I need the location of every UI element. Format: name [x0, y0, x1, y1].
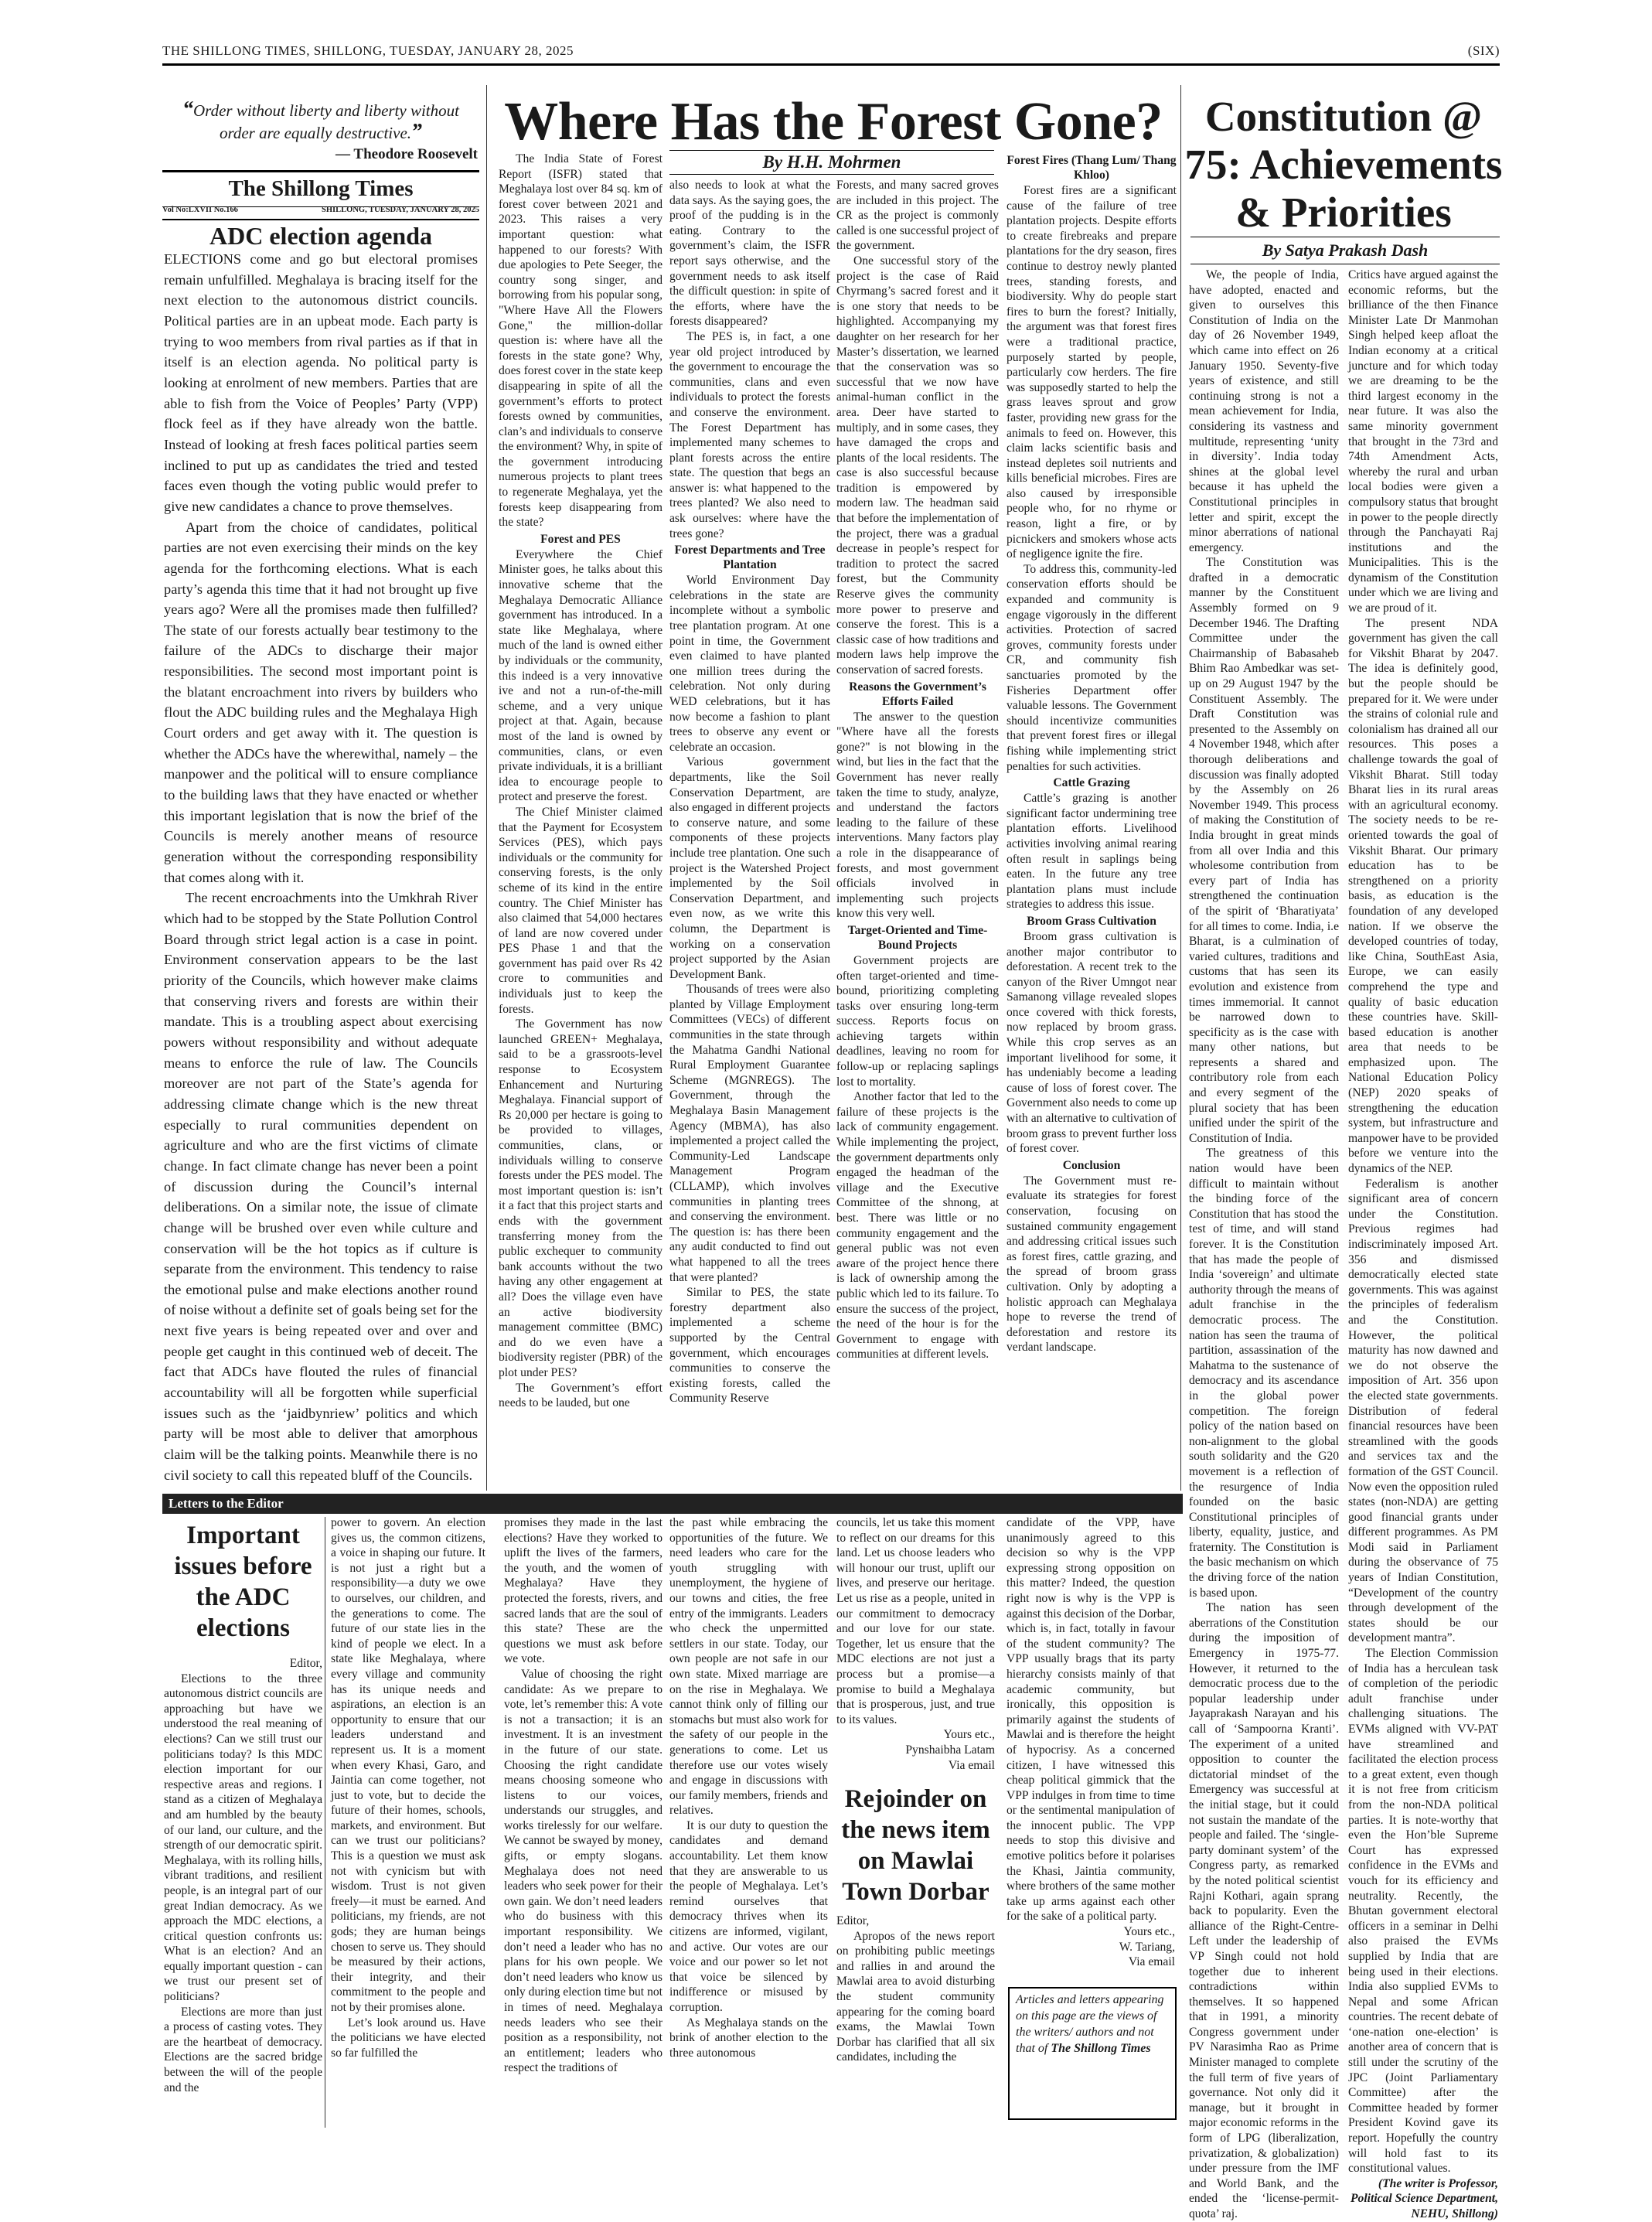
paragraph: Cattle’s grazing is another significant factor undermining tree plantation efforts. Livelihood activities involving animal rearing often result in saplings being eaten. In the future any tree plantation plans must include strategies to address this issue. — [1007, 792, 1177, 912]
disclaimer-box — [1008, 1987, 1177, 2120]
paragraph: World Environment Day celebrations in the state are incomplete without a symbolic tree plantation program. At one point in time, the Government even claimed to have planted one million trees during the celebration. Not only during WED celebrations, but it has now become a fashion to plant trees to observe any event or celebrate an occasion. — [669, 574, 830, 754]
editorial-body — [164, 249, 478, 1491]
editorial-paragraph: ELECTIONS come and go but electoral promises remain unfulfilled. Meghalaya is bracing itself for the next election to the autonomous district councils. Political parties are in an upbeat mode. Each party is trying to woo members from rival parties as if that in itself is an election agenda. No political party is looking at enrolment of new members. Parties that are able to fish from the Voice of Peoples’ Party (VPP) flock feel as if they have already won the battle. Instead of looking at fresh faces political parties seem inclined to put up as candidates the tried and tested faces even though the voting public would prefer to give new candidates a chance to prove themselves. — [164, 251, 478, 514]
letter-column-4 — [669, 1515, 828, 2126]
masthead: The Shillong Times — [162, 170, 479, 207]
paragraph: The PES is, in fact, a one year old project introduced by the government to encourage the communities, clans and even individuals to protect the forests and conserve the environment. The Forest Department has implemented many schemes to plant forests across the entire state. The question that begs an answer is: what happened to the trees planted? We also need to ask ourselves: where have the trees gone? — [669, 329, 830, 540]
subheading: Forest Fires (Thang Lum/ Thang Khloo) — [1007, 154, 1177, 182]
page-number: (SIX) — [1467, 43, 1500, 58]
masthead-dateline — [162, 206, 479, 220]
paragraph: also needs to look at what the data says. As the saying goes, the proof of the pudding is in the eating. Contrary to the government’s claim, the ISFR report says otherwise, and the government needs to ask itself the difficult question: in spite of the efforts, where have the forests disappeared? — [669, 179, 830, 329]
constitution-column-2 — [1348, 268, 1498, 2220]
subheading: Conclusion — [1062, 1158, 1121, 1172]
quote-open-mark: “ — [182, 97, 194, 121]
paragraph: The answer to the question "Where have all the forests gone?" is not blowing in the wind, but lies in the fact that the Government has never really taken the time to study, analyze, and understand the factors leading to the failure of these interventions. Many factors play a role in the disappearance of forests, and most government officials involved in implementing such projects know this very well. — [836, 710, 999, 921]
letter-column-6 — [1007, 1515, 1175, 1979]
paragraph: The Government’s effort needs to be lauded, but one — [499, 1381, 663, 1410]
constitution-headline: Constitution @ 75: Achievements & Priorities — [1184, 93, 1503, 236]
letters-section-label: Letters to the Editor — [169, 1496, 284, 1511]
constitution-column-1 — [1189, 268, 1339, 2220]
editorial-paragraph: The recent encroachments into the Umkhrah River which had to be stopped by the State Pollution Control Board through strict legal action is a case in point. Environment conservation appears to be the last priority of the Councils, which however make claims that conserving rivers and forests are within their mandate. This is a troubling aspect about exercising powers without responsibility and without adequate means to enforce the rule of law. The Councils moreover are not part of the State’s agenda for addressing climate change which is the new threat especially to rural communities dependent on agriculture and who are the first victims of climate change. In fact climate change has never been a point of discussion during the Council’s internal deliberations. On a similar note, the issue of climate change will be brushed over even while culture and conservation will be the hot topics as if culture is separate from the environment. This tendency to raise the emotional pulse and make elections another round of noise without a definite set of goals being set for the next five years is being repeated over and over and people get caught in this continued web of deceit. The fact that ADCs have flouted the rules of financial accountability will all be forgotten while superficial issues such as the ‘jaidbynriew’ politics and which party will be most able to deliver that amorphous claim will be the talking points. Meanwhile there is no civil society to call this repeated bluff of the Councils. — [164, 890, 478, 1483]
dateline: SHILLONG, TUESDAY, JANUARY 28, 2025 — [322, 206, 479, 214]
paragraph: It is our duty to question the candidates and demand accountability. Let them know that they are answerable to us the people of Meghalaya. Let’s remind ourselves that democracy thrives when its citizens are informed, vigilant, and active. Our votes are our voice and our power so let not that voice be silenced by indifference or misused by corruption. — [669, 1818, 828, 2014]
subheading: Forest and PES — [540, 532, 621, 546]
paragraph: the past while embracing the opportunities of the future. We need leaders who care for the youth struggling with unemployment, the hygiene of our towns and cities, the free entry of the immigrants. Leaders who check the unpermitted settlers in our state. Today, our own people are not safe in our own state. Mixed marriage are on the rise in Meghalaya. We cannot think only of filling our stomachs but must also work for the safety of our people in the generations to come. Let us therefore use our votes wisely and engage in discussions with our family members, friends and relatives. — [669, 1516, 828, 1818]
letter-title: Important issues before the ADC elections — [174, 1522, 312, 1642]
paragraph: Various government departments, like the Soil Conservation Department, are also engaged in different projects to conserve nature, and some components of these projects include tree plantation. One such project is the Watershed Project implemented by the Soil Conservation Department, and even now, as we write this column, the Department is working on a conservation project supported by the Asian Development Bank. — [669, 755, 830, 981]
paragraph: Federalism is another significant area of concern under the Constitution. Previous regimes had indiscriminately imposed Art. 356 and dismissed democratically elected state governments. This was against the principles of federalism and the Constitution. However, the political maturity has now dawned and we do not observe the imposition of Art. 356 upon the elected state governments. Distribution of federal financial resources have been streamlined with the goods and services tax and the formation of the GST Council. Now even the opposition ruled states (non-NDA) are getting good financial grants under different programmes. As PM Modi said in Parliament during the observance of 75 years of Indian Constitution, “Development of the country through development of the states should be our development mantra”. — [1348, 1177, 1498, 1645]
disclaimer-text: Articles and letters appearing on this page are the views of the writers/ authors and not that of — [1016, 1993, 1164, 2055]
forest-column-3 — [836, 178, 999, 1491]
letter-signature: Yours etc., — [943, 1728, 995, 1742]
paragraph: Elections are more than just a process of casting votes. They are the heartbeat of democracy. Elections are the sacred bridge between the will of the people and the — [164, 2005, 322, 2094]
paragraph: The Chief Minister claimed that the Payment for Ecosystem Services (PES), which pays individuals or the community for conserving forests, is the only scheme of its kind in the entire country. The Chief Minister has also claimed that 54,000 hectares of land are now covered under PES Phase 1 and that the government has paid over Rs 42 crore to communities and individuals just to keep the forests. — [499, 805, 663, 1016]
paragraph: The greatness of this nation would have been difficult to maintain without the binding force of the Constitution that has stood the test of time, and will stand forever. It is the Constitution that has made the people of India ‘sovereign’ and ultimate authority through the means of adult franchise in the democratic process. The nation has seen the trauma of partition, assassination of the Mahatma to the sustenance of democracy and its ascendance in the global power competition. The foreign policy of the nation based on non-alignment to the global south solidarity and the G20 movement is a reflection of the resurgence of India founded on the basic Constitutional principles of liberty, equality, justice, and fraternity. The Constitution is the basic mechanism on which the driving force of the nation is based upon. — [1189, 1147, 1339, 1600]
paragraph: Everywhere the Chief Minister goes, he talks about this innovative scheme that the Meghalaya Democratic Alliance government has introduced. In a state like Meghalaya, where much of the land is owned either by individuals or the community, this indeed is a very innovative ive and not a run-of-the-mill scheme, and a very unique project at that. Again, because most of the land is owned by communities, clans, or even private individuals, it is a brilliant idea to encourage people to protect and preserve the forest. — [499, 547, 663, 804]
paragraph: Broom grass cultivation is another major contributor to deforestation. A recent trek to the canyon of the River Umngot near Samanong village revealed slopes once covered with thick forests, now replaced by broom grass. While this crop serves as an important livelihood for some, it has undeniably become a leading cause of loss of forest cover. The Government also needs to come up with an alternative to cultivation of broom grass to prevent further loss of forest cover. — [1007, 929, 1177, 1156]
paragraph: As Meghalaya stands on the brink of another election to the three autonomous — [669, 2016, 828, 2060]
volume-number: Vol No:LXVII No.166 — [162, 206, 238, 214]
letters-section-header — [162, 1494, 1183, 1514]
subheading: Forest Departments and Tree Plantation — [674, 544, 826, 572]
editorial-paragraph: Apart from the choice of candidates, political parties are not even exercising their minds on the key agenda for the forthcoming elections. What is each party’s agenda this time that it had not brought up five years ago? Were all the promises made then fulfilled? The state of our forests actually bear testimony to the failure of the ADCs to discharge their major responsibilities. The second most important point is the blatant encroachment into rivers by builders who flout the ADC building rules and the Meghalaya High Court orders and get away with it. The question is whether the ADCs have the wherewithal, namely – the manpower and the political will to ensure compliance to the building laws that they have enacted or whether this important legislation that is now the brief of the Councils is merely another means of resource generation without the corresponding responsibility that comes along with it. — [164, 519, 478, 885]
paragraph: Government projects are often target-oriented and time-bound, prioritizing completing tasks over ensuring long-term success. Reports focus on achieving targets within deadlines, leaving no room for follow-up or replacing saplings lost to mortality. — [836, 953, 999, 1089]
editorial-title: ADC election agenda — [209, 222, 432, 250]
paragraph: Another factor that led to the failure of these projects is the lack of community engagement. While implementing the project, the government departments only engaged the headman of the village and the Executive Committee of the shnong, at best. There was little or no community engagement and the general public was not even aware of the project hence there is lack of ownership among the public which led to its failure. To ensure the success of the project, the need of the hour is for the Government to engage with communities at different levels. — [836, 1090, 999, 1361]
paragraph: Value of choosing the right candidate: As we prepare to vote, let’s remember this: A vote is not a transaction; it is an investment. It is an investment in the future of our state. Choosing the right candidate means choosing someone who listens to our voices, understands our struggles, and works tirelessly for our welfare. We cannot be swayed by money, gifts, or empty slogans. Meghalaya does not need leaders who seek power for their own gain. We don’t need leaders who do business with this important responsibility. We don’t need a leader who has no plans for his own people. We don’t need leaders who know us only during election time but not in times of need. Meghalaya needs leaders who see their position as a responsibility, not an entitlement; leaders who respect the traditions of — [504, 1667, 663, 2075]
subheading: Reasons the Government’s Efforts Failed — [849, 680, 986, 708]
paragraph: The Government must re-evaluate its strategies for forest conservation, focusing on sustained community engagement and addressing critical issues such as forest fires, cattle grazing, and the spread of broom grass cultivation. Only by adopting a holistic approach can Meghalaya hope to reverse the trend of deforestation and restore its verdant landscape. — [1007, 1174, 1177, 1355]
letter-signature: W. Tariang, — [1119, 1940, 1175, 1954]
forest-column-2 — [669, 178, 830, 1491]
letter-column-3 — [504, 1515, 663, 2126]
paragraph: candidate of the VPP, have unanimously agreed to this decision so why is the VPP expressing strong opposition on this matter? Indeed, the question right now is why is the VPP is against this decision of the Dorbar, which is, in fact, totally in favour of the student community? The VPP usually brags that its party hierarchy consists mainly of that academic community, but ironically, this opposition is primarily against the students of Mawlai and is therefore the height of hypocrisy. As a concerned citizen, I have witnessed this cheap political gimmick that the VPP indulges in from time to time or the sentimental manipulation of the innocent public. The VPP needs to stop this divisive and emotive politics before it polarises the Khasi, Jaintia community, where brothers of the same mother take up arms against each other for the sake of a political party. — [1007, 1516, 1175, 1924]
paragraph: The Election Commission of India has a herculean task of completion of the periodic adult franchise under challenging situations. The EVMs aligned with VV-PAT have streamlined and facilitated the election process to a great extent, even though it is not free from criticism from the non-NDA political parties. It is note-worthy that even the Hon’ble Supreme Court has expressed confidence in the EVMs and vouch for its efficiency and neutrality. Recently, the Bhutan government electoral officers in a seminar in Delhi also praised the EVMs supplied by India that are being used in their elections. India also supplied EVMs to Nepal and some African countries. The recent debate of ‘one-nation one-election’ is another area of concern that is still under the scrutiny of the JPC (Joint Parliamentary Committee) after the Committee headed by former President Kovind gave its report. Hopefully the country will hold fast to its constitutional values. — [1348, 1647, 1498, 2176]
constitution-byline: By Satya Prakash Dash — [1190, 237, 1500, 264]
paragraph: Forests, and many sacred groves are included in this project. The CR as the project is commonly called is one successful project of the government. — [836, 179, 1000, 253]
paragraph: Forest fires are a significant cause of the failure of tree plantation projects. Despite efforts to create firebreaks and prepare plantations for the dry season, fires continue to destroy newly planted trees, standing forests, and biodiversity. Why do people start fires to burn the forest? Initially, the argument was that forest fires were a traditional practice, purposely started by people, particularly cow herders. The fire was supposedly started to help the grass leaves sprout and grow faster, providing new grass for the animals to feed on. However, this claim lacks scientific basis and instead depletes soil nutrients and kills beneficial microbes. Fires are also caused by irresponsible people who, for no rhyme or reason, light a fire, or by picnickers and smokers whose acts of negligence ignite the fire. — [1007, 184, 1177, 561]
paragraph: promises they made in the last elections? Have they worked to uplift the lives of the farmers, the youth, and the women of Meghalaya? Have they protected the forests, rivers, and sacred lands that are the soul of this state? These are the questions we must ask before we vote. — [504, 1516, 663, 1666]
paragraph: Apropos of the news report on prohibiting public meetings and rallies in and around the Mawlai area to avoid disturbing the student community appearing for the coming board exams, the Mawlai Town Dorbar has clarified that all six candidates, including the — [836, 1929, 995, 2064]
paragraph: councils, let us take this moment to reflect on our dreams for this land. Let us choose leaders who will honour our trust, uplift our lives, and preserve our heritage. Let us rise as a people, united in our commitment to democracy and our love for our state. Together, let us ensure that the MDC elections are not just a process but a promise—a promise to build a Meghalaya that is prosperous, just, and true to its values. — [836, 1516, 995, 1726]
letter-salutation: Editor, — [836, 1914, 870, 1928]
paragraph: The Government has now launched GREEN+ Meghalaya, said to be a grassroots-level response to Ecosystem Enhancement and Nurturing Meghalaya. Financial support of Rs 20,000 per hectare is going to be provided to villages, communities, clans, or individuals willing to conserve forests under the PES model. The most important question is: isn’t it a fact that this project starts and ends with the government transferring money from the public exchequer to community bank accounts without the two having any other engagement at all? Does the village even have an active biodiversity management committee (BMC) and do we even have a biodiversity register (PBR) of the plot under PES? — [499, 1017, 663, 1379]
paragraph: power to govern. An election gives us, the common citizens, a voice in shaping our future. It is not just a right but a responsibility—a duty we owe to ourselves, our children, and the generations to come. The future of our state lies in the kind of people we elect. In a state like Meghalaya, where every village and community has its unique needs and aspirations, an election is an opportunity to ensure that our leaders understand and represent us. It is a moment when every Khasi, Garo, and Jaintia can come together, not just to vote, but to decide the future of their homes, schools, markets, and environment. But can we trust our politicians? This is a question we must ask not with cynicism but with wisdom. Trust is not given freely—it must be earned. And politicians, my friends, are not gods; they are human beings chosen to serve us. They should be measured by their actions, their integrity, and their commitment to the people and not by their promises alone. — [331, 1516, 485, 2014]
paragraph: To address this, community-led conservation efforts should be expanded and community is engage vigorously in the different activities. Protection of sacred groves, community forests under CR, and community fish sanctuaries promoted by the Fisheries Department offer valuable lessons. The Government should incentivize communities that prevent forest fires or illegal fishing while implementing strict penalties for such activities. — [1007, 562, 1177, 773]
letter-signature: Via email — [1128, 1955, 1175, 1969]
column-rule — [486, 85, 487, 1491]
subheading: Target-Oriented and Time-Bound Projects — [847, 923, 988, 952]
paragraph: Similar to PES, the state forestry department also implemented a scheme supported by the Central government, which encourages communities to conserve the existing forests, called the Community Reserve — [669, 1286, 830, 1406]
paragraph: The India State of Forest Report (ISFR) stated that Meghalaya lost over 84 sq. km of forest cover between 2021 and 2023. This raises a very important question: what happened to our forests? With due apologies to Pete Seeger, the country song singer, and borrowing from his popular song, "Where Have All the Flowers Gone," the million-dollar question is: where have all the forests in the state gone? Why, does forest cover in the state keep disappearing in spite of all the government’s efforts to protect forests owned by communities, clan’s and individuals to conserve the environment? Why, in spite of the government introducing numerous projects to plant trees to regenerate Meghalaya, yet the forests keep disappearing from the state? — [499, 152, 663, 530]
quote-close-mark: ” — [411, 120, 423, 144]
subheading: Cattle Grazing — [1053, 776, 1130, 790]
column-rule — [1180, 85, 1181, 1491]
author-note: (The writer is Professor, Political Science Department, NEHU, Shillong) — [1351, 2176, 1498, 2220]
forest-byline: By H.H. Mohrmen — [669, 150, 994, 175]
paragraph: We, the people of India, have adopted, enacted and given to ourselves this Constitution of India on the day of 26 November 1949, which came into effect on 26 January 1950. Seventy-five years of existence, and still continuing strong is not a mean achievement for India, considering its vastness and multitude, representing ‘unity in diversity’. India today shines at the global level because it has upheld the Constitutional principles in letter and spirit, except the minor aberrations of national emergency. — [1189, 268, 1339, 554]
letter-signature: Editor, — [289, 1657, 322, 1670]
pull-quote — [164, 99, 478, 165]
letter-signature: Via email — [948, 1758, 995, 1772]
letter-column-2 — [331, 1515, 485, 2126]
paragraph: The Constitution was drafted in a democratic manner by the Constituent Assembly formed on 9 December 1946. The Drafting Committee under the Chairmanship of Babasaheb Bhim Rao Ambedkar was set-up on 29 August 1947 by the Constituent Assembly. The Draft Constitution was presented to the Assembly on 4 November 1948, which after thorough deliberations and discussion was finally adopted by the Assembly on 26 November 1949. This process of making the Constitution of India brought in great minds from all over India and this wholesome contribution from every part of India has strengthened the continuation of the spirit of ‘Bharatiyata’ for all times to come. India, i.e Bharat, is a culmination of varied cultures, traditions and customs that has seen its evolution and existence from times immemorial. It cannot be narrowed down to specificity as is the case with many other nations, but represents a shared and contributory role from each and every segment of the plural society that has been unified under the spirit of the Constitution of India. — [1189, 556, 1339, 1145]
forest-column-4 — [1007, 152, 1177, 1491]
quote-text: Order without liberty and liberty without order are equally destructive. — [193, 101, 459, 142]
paragraph: Thousands of trees were also planted by Village Employment Committees (VECs) of different communities in the state through the Mahatma Gandhi National Rural Employment Guarantee Scheme (MGNREGS). The Government, through the Meghalaya Basin Management Agency (MBMA), has also implemented a project called the Community-Led Landscape Management Program (CLLAMP), which involves communities in planting trees and conserving the environment. The question is: has there been any audit conducted to find out what happened to all the trees that were planted? — [669, 983, 830, 1284]
letter-title: Rejoinder on the news item on Mawlai Town Dorbar — [841, 1785, 990, 1907]
letter-signature: Yours etc., — [1123, 1925, 1175, 1939]
letter-column-5 — [836, 1515, 995, 2126]
forest-headline: Where Has the Forest Gone? — [504, 92, 1163, 152]
subheading: Broom Grass Cultivation — [1027, 914, 1156, 928]
folio-left: THE SHILLONG TIMES, SHILLONG, TUESDAY, JANUARY 28, 2025 — [162, 43, 574, 58]
paragraph: The present NDA government has given the call for Vikshit Bharat by 2047. The idea is definitely good, but the people should be prepared for it. We were under the strains of colonial rule and colonialism has drained all our resources. This poses a challenge towards the goal of Vikshit Bharat. Still today Bharat lies in its rural areas with an agricultural economy. The society needs to be re-oriented towards the goal of Vikshit Bharat. Our primary education has to be strengthened on a priority basis, as education is the foundation of any developed nation. If we observe the developed countries of today, like China, SouthEast Asia, Europe, we can easily comprehend the type and quality of basic education these countries have. Skill-based education is another area that needs to be emphasized upon. The National Education Policy (NEP) 2020 speaks of strengthening the education system, but infrastructure and manpower have to be provided before we venture into the dynamics of the NEP. — [1348, 616, 1498, 1176]
letter-column-1 — [164, 1656, 322, 2128]
quote-author: — Theodore Roosevelt — [335, 146, 478, 162]
forest-column-1 — [499, 152, 663, 1491]
paragraph: Elections to the three autonomous district councils are approaching but have we understood the real meaning of elections? Can we still trust our politicians today? Is this MDC election important for our respective areas and regions. I stand as a citizen of Meghalaya and am humbled by the beauty of our land, our culture, and the strength of our democratic spirit. Meghalaya, with its rolling hills, vibrant traditions, and resilient people, is an integral part of our great Indian democracy. As we approach the MDC elections, a critical question confronts us: What is an election? And an equally important question - can we trust our present set of politicians? — [164, 1672, 322, 2004]
paragraph: One successful story of the project is the case of Raid Chyrmang’s sacred forest and it is one story that needs to be highlighted. Accompanying my daughter on her research for her Master’s dissertation, we learned that the conservation was so successful that we now have animal-human conflict in the area. Deer have started to multiply, and in some cases, they have damaged the crops and plants of the local residents. The case is also successful because tradition is empowered by modern law. The headman said that before the implementation of the project, there was a gradual decrease in people’s respect for tradition to protect the sacred forest, but the Community Reserve gives the community more power to preserve and conserve the forest. This is a classic case of how traditions and modern laws help improve the conservation of sacred forests. — [836, 254, 999, 676]
disclaimer-paper: The Shillong Times — [1051, 2042, 1151, 2055]
letter-signature: Pynshaibha Latam — [905, 1743, 995, 1757]
paragraph: Critics have argued against the economic reforms, but the brilliance of the then Finance Minister Late Dr Manmohan Singh helped keep afloat the Indian economy at a critical juncture and for which today we are dreaming to be the third largest economy in the near future. It was also the same minority government that brought in the 73rd and 74th Amendment Acts, whereby the rural and urban local bodies were given a compulsory status that brought in power to the people directly through the Panchayati Raj institutions and the Municipalities. This is the dynamism of the Constitution under which we are living and we are proud of it. — [1348, 268, 1498, 615]
folio-line — [162, 40, 1500, 66]
paragraph: The nation has seen aberrations of the Constitution during the imposition of Emergency in 1975-77. However, it returned to the democratic process due to the popular leadership under Jayaprakash Narayan and his call of ‘Sampoorna Kranti’. The experiment of a united opposition to counter the dictatorial mindset of the Emergency was successful at the initial stage, but it could not sustain the mandate of the people and failed. The ‘single-party dominant system’ of the Congress party, as remarked by the noted political scientist Rajni Kothari, again sprang back to popularity. Even the alliance of the Right-Centre-Left under the leadership of VP Singh could not hold together due to inherent contradictions within themselves. It so happened that in 1991, a minority Congress government under PV Narasimha Rao as Prime Minister managed to complete the full term of five years of governance. Not only did it manage, but it brought in major economic reforms in the form of LPG (liberalization, privatization, & globalization) under pressure from the IMF and World Bank, and the ended the ‘license-permit-quota’ raj. — [1189, 1601, 1339, 2220]
paragraph: Let’s look around us. Have the politicians we have elected so far fulfilled the — [331, 2016, 485, 2060]
